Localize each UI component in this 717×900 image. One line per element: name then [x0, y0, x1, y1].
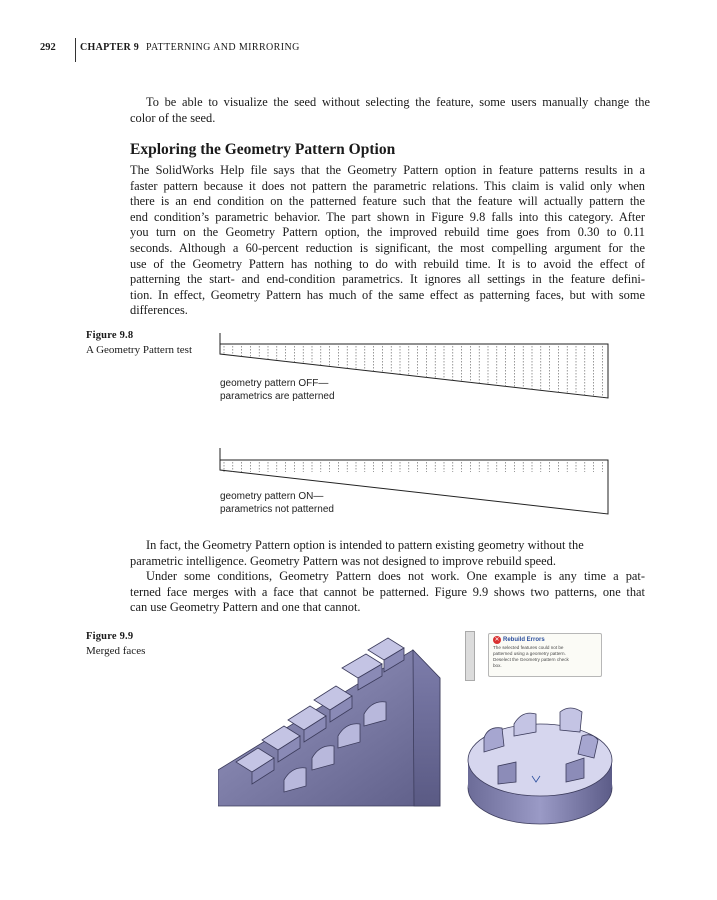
rebuild-errors-tooltip	[488, 633, 602, 677]
tooltip-title: Rebuild Errors	[503, 637, 545, 643]
body-line: use of the Geometry Pattern has nothing to do with rebuild time. It is to avoid the effect of	[130, 256, 645, 271]
body-line: faster pattern because it does not pattern the parametric relations. This claim is valid only when	[130, 178, 645, 193]
tooltip-body	[493, 645, 597, 669]
header-divider	[75, 38, 76, 62]
intro-line: color of the seed.	[130, 110, 216, 125]
section-heading: Exploring the Geometry Pattern Option	[130, 141, 396, 158]
middle-line: parametric intelligence. Geometry Pattern was not designed to improve rebuild speed.	[130, 553, 556, 568]
body-line: patterning the start- and end-condition parametrics. It ignores all settings in the feature defini-	[130, 272, 645, 287]
middle-paragraph-2	[130, 569, 645, 616]
middle-line: Under some conditions, Geometry Pattern does not work. One example is any time a pat-	[146, 569, 645, 583]
middle-line: In fact, the Geometry Pattern option is intended to pattern existing geometry without the	[146, 538, 584, 552]
tooltip-line: Deselect the Geometry pattern check	[493, 657, 569, 662]
body-line: tion. In effect, Geometry Pattern has much of the same effect as patterning faces, but with some	[130, 287, 645, 302]
error-icon: ✕	[494, 637, 500, 643]
top-label-line: geometry pattern OFF—	[220, 378, 329, 389]
top-label-line: parametrics are patterned	[220, 391, 335, 402]
bottom-label	[220, 490, 334, 516]
middle-line: can use Geometry Pattern and one that cannot.	[130, 600, 361, 615]
bottom-label-line: geometry pattern ON—	[220, 491, 324, 502]
figure-9-9-label: Figure 9.9	[86, 631, 134, 642]
feature-tree-strip	[465, 631, 475, 681]
intro-line: To be able to visualize the seed without selecting the feature, some users manually change the	[146, 95, 650, 109]
body-line: The SolidWorks Help file says that the Geometry Pattern option in feature patterns results in a	[130, 163, 645, 177]
tooltip-line: box.	[493, 663, 502, 668]
figure-9-9-caption: Merged faces	[86, 645, 146, 657]
middle-paragraph-1	[130, 538, 645, 569]
figure-9-8-caption: A Geometry Pattern test	[86, 344, 193, 356]
body-line: differences.	[130, 303, 188, 318]
page-number: 292	[40, 42, 56, 53]
stepped-block-model	[218, 630, 443, 808]
chapter-title: PATTERNING AND MIRRORING	[146, 42, 300, 53]
body-line: end condition’s parametric behavior. The part shown in Figure 9.8 falls into this category. After	[130, 209, 645, 224]
top-label	[220, 377, 335, 403]
bottom-label-line: parametrics not patterned	[220, 504, 334, 515]
figure-9-8-label: Figure 9.8	[86, 330, 134, 341]
intro-paragraph	[130, 95, 650, 126]
middle-line: terned face merges with a face that cannot be patterned. Figure 9.9 shows two patterns, one that	[130, 584, 645, 599]
tooltip-line: patterned using a geometry pattern.	[493, 651, 566, 656]
body-line: you turn on the Geometry Pattern option, the improved rebuild time goes from 0.30 to 0.11	[130, 225, 645, 240]
circular-pattern-model	[462, 680, 620, 830]
tooltip-line: The selected features could not be	[493, 645, 564, 650]
body-line: seconds. Although a 60-percent reduction is significant, the most compelling argument for the	[130, 240, 645, 255]
body-line: there is an end condition on the patterned feature such that the feature will actually pattern the	[130, 194, 645, 209]
chapter-label: CHAPTER 9	[80, 42, 140, 53]
section-paragraph	[130, 163, 645, 319]
